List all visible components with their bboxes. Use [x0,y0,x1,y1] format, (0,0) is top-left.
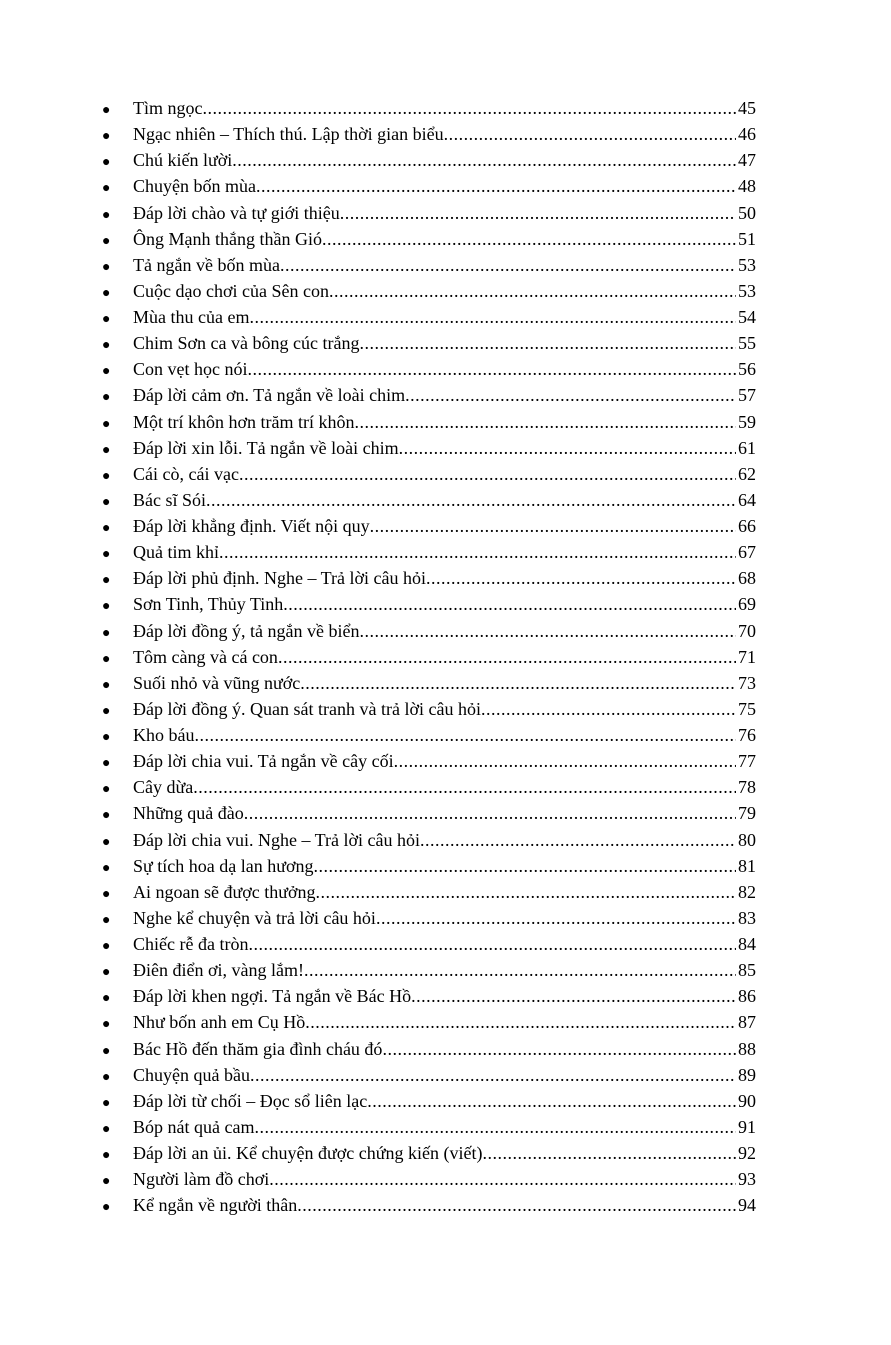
dot-leader [280,252,736,278]
dot-leader [283,591,736,617]
bullet-icon: ● [102,442,111,458]
dot-leader [405,382,736,408]
bullet-icon: ● [102,155,111,171]
toc-entry-page: 45 [738,98,756,118]
toc-entry-title[interactable]: Suối nhỏ và vũng nước [133,672,301,693]
toc-entry[interactable] [100,356,756,382]
toc-entry-page: 56 [738,359,756,380]
toc-entry-title[interactable]: Đáp lời xin lỗi. Tả ngắn về loài chim [133,437,399,458]
toc-entry[interactable] [100,173,756,199]
toc-entry[interactable] [100,278,756,304]
dot-leader [249,304,736,330]
dot-leader [278,644,736,670]
dot-leader [420,827,736,853]
toc-entry-title[interactable]: Tôm càng và cá con [133,646,278,667]
bullet-icon: ● [102,730,111,745]
dot-leader [206,487,736,513]
dot-leader [193,774,736,800]
dot-leader [239,461,736,487]
toc-entry-page: 82 [738,881,756,902]
dot-leader [359,330,736,356]
bullet-icon: ● [102,103,111,118]
toc-entry-page: 85 [738,960,756,981]
toc-entry[interactable] [100,95,756,121]
dot-leader [329,278,736,304]
toc-entry-page: 70 [738,620,756,641]
toc-entry-page: 89 [738,1064,756,1085]
dot-leader [314,853,736,879]
dot-leader [219,539,736,565]
toc-entry-title[interactable]: Cây dừa [133,777,194,798]
toc-entry-page: 67 [738,542,756,563]
toc-entry[interactable] [100,513,756,539]
toc-entry[interactable] [100,226,756,252]
dot-leader [304,957,736,983]
toc-entry-page: 48 [738,176,756,197]
dot-leader [269,1166,736,1192]
toc-entry-title[interactable]: Tả ngắn về bốn mùa [133,254,280,275]
bullet-icon: ● [102,886,111,902]
toc-entry[interactable] [100,800,756,826]
toc-entry[interactable] [100,879,756,905]
bullet-icon: ● [102,285,111,301]
bullet-icon: ● [102,259,111,275]
toc-entry-page: 71 [738,646,756,667]
toc-entry[interactable] [100,565,756,591]
toc-entry[interactable] [100,827,756,853]
dot-leader [248,931,736,957]
bullet-icon: ● [102,1043,111,1059]
toc-entry-page: 64 [738,489,756,510]
dot-leader [300,670,736,696]
dot-leader [195,722,737,748]
bullet-icon: ● [102,494,111,510]
dot-leader [340,200,736,226]
bullet-icon: ● [102,416,111,432]
toc-entry[interactable] [100,539,756,565]
toc-entry[interactable] [100,1192,756,1218]
toc-entry-title[interactable]: Những quả đào [133,803,244,824]
toc-entry-page: 73 [738,672,756,693]
dot-leader [411,983,736,1009]
toc-entry-page: 62 [738,463,756,484]
toc-entry-page: 47 [738,150,756,171]
toc-entry[interactable] [100,409,756,435]
toc-entry-title[interactable]: Con vẹt học nói [133,359,248,380]
dot-leader [482,1140,736,1166]
toc-entry[interactable] [100,905,756,931]
toc-entry-title[interactable]: Kể ngắn về người thân [133,1195,298,1216]
toc-entry-page: 81 [738,855,756,876]
toc-entry-title[interactable]: Cuộc dạo chơi của Sên con [133,280,329,301]
toc-entry[interactable] [100,304,756,330]
toc-entry-title[interactable]: Chim Sơn ca và bông cúc trắng [133,333,360,354]
toc-entry[interactable] [100,696,756,722]
dot-leader [256,173,736,199]
toc-entry[interactable] [100,748,756,774]
toc-entry[interactable] [100,1009,756,1035]
toc-entry[interactable] [100,121,756,147]
bullet-icon: ● [102,834,111,850]
toc-entry-title[interactable]: Kho báu [133,725,195,745]
bullet-icon: ● [102,573,111,589]
toc-entry-page: 61 [738,437,756,458]
toc-entry[interactable] [100,1140,756,1166]
toc-entry-page: 78 [738,777,756,798]
toc-entry-page: 92 [738,1143,756,1163]
dot-leader [250,1062,736,1088]
toc-entry-page: 76 [738,725,756,745]
bullet-icon: ● [102,782,111,798]
dot-leader [248,356,737,382]
toc-entry-title[interactable]: Sự tích hoa dạ lan hương [133,855,314,876]
dot-leader [305,1009,736,1035]
bullet-icon: ● [102,207,111,223]
toc-entry[interactable] [100,774,756,800]
toc-entry[interactable] [100,957,756,983]
toc-entry-page: 54 [738,307,756,327]
toc-entry[interactable] [100,435,756,461]
dot-leader [322,226,736,252]
dot-leader [367,1088,736,1114]
dot-leader [244,800,736,826]
toc-entry-page: 88 [738,1038,756,1059]
toc-entry[interactable] [100,1166,756,1192]
toc-entry[interactable] [100,1114,756,1140]
toc-entry-page: 53 [738,280,756,301]
bullet-icon: ● [102,390,111,406]
bullet-icon: ● [102,1017,111,1033]
toc-entry-page: 93 [738,1169,756,1190]
toc-entry[interactable] [100,330,756,356]
toc-entry-page: 77 [738,751,756,772]
dot-leader [355,409,736,435]
toc-entry-title[interactable]: Ông Mạnh thắng thần Gió [133,228,322,249]
toc-entry[interactable] [100,591,756,617]
toc-entry-title[interactable]: Cái cò, cái vạc [133,463,239,484]
toc-entry[interactable] [100,644,756,670]
toc-entry-page: 50 [738,202,756,223]
bullet-icon: ● [102,651,111,667]
toc-entry-title[interactable]: Một trí khôn hơn trăm trí khôn [133,411,355,432]
dot-leader [444,121,736,147]
bullet-icon: ● [102,1121,111,1137]
toc-entry-page: 55 [738,333,756,354]
toc-entry-title[interactable]: Đáp lời an ủi. Kể chuyện được chứng kiến (viết) [133,1143,483,1163]
toc-entry-title[interactable]: Điên điển ơi, vàng lắm! [133,960,304,981]
bullet-icon: ● [102,1095,111,1111]
toc-entry-page: 46 [738,124,756,145]
bullet-icon: ● [102,364,111,380]
toc-entry[interactable] [100,853,756,879]
bullet-icon: ● [102,521,111,536]
toc-entry-title[interactable]: Đáp lời đồng ý, tả ngắn về biển [133,620,360,641]
toc-entry-title[interactable]: Chuyện quả bầu [133,1064,250,1085]
toc-entry-title[interactable]: Sơn Tinh, Thủy Tinh [133,594,284,615]
toc-entry[interactable] [100,931,756,957]
toc-entry-title[interactable]: Đáp lời khẳng định. Viết nội quy [133,516,370,536]
bullet-icon: ● [102,1148,111,1163]
toc-entry-page: 84 [738,934,756,954]
bullet-icon: ● [102,965,111,981]
toc-entry-title[interactable]: Nghe kể chuyện và trả lời câu hỏi [133,907,376,928]
toc-entry-title[interactable]: Bóp nát quả cam [133,1116,255,1137]
toc-entry-page: 83 [738,907,756,928]
dot-leader [370,513,736,539]
toc-entry-title[interactable]: Đáp lời chia vui. Nghe – Trả lời câu hỏi [133,829,420,850]
toc-entry-title[interactable]: Bác sĩ Sói [133,489,207,510]
dot-leader [232,147,736,173]
dot-leader [382,1036,736,1062]
bullet-icon: ● [102,1200,111,1216]
toc-entry[interactable] [100,618,756,644]
toc-entry-title[interactable]: Bác Hồ đến thăm gia đình cháu đó [133,1038,383,1059]
bullet-icon: ● [102,1174,111,1190]
toc-entry-title[interactable]: Ai ngoan sẽ được thưởng [133,881,316,902]
toc-entry-title[interactable]: Đáp lời khen ngợi. Tả ngắn về Bác Hồ [133,986,412,1007]
dot-leader [359,618,736,644]
toc-entry-title[interactable]: Ngạc nhiên – Thích thú. Lập thời gian biểu [133,124,444,145]
dot-leader [399,435,736,461]
toc-entry-page: 94 [738,1195,756,1216]
toc-entry-page: 75 [738,698,756,719]
bullet-icon: ● [102,547,111,563]
toc-entry-title[interactable]: Chiếc rễ đa tròn [133,934,249,954]
toc-entry-page: 91 [738,1116,756,1137]
bullet-icon: ● [102,912,111,928]
bullet-icon: ● [102,233,111,249]
toc-entry-title[interactable]: Như bốn anh em Cụ Hồ [133,1012,306,1033]
bullet-icon: ● [102,312,111,327]
toc-entry[interactable] [100,983,756,1009]
toc-entry-title[interactable]: Chú kiến lười [133,150,233,171]
toc-entry-page: 57 [738,385,756,406]
dot-leader [254,1114,736,1140]
bullet-icon: ● [102,703,111,719]
toc-entry-title[interactable]: Quả tim khỉ [133,542,219,563]
bullet-icon: ● [102,181,111,197]
toc-entry-title[interactable]: Đáp lời cảm ơn. Tả ngắn về loài chim [133,385,406,406]
toc-entry-page: 87 [738,1012,756,1033]
toc-entry[interactable] [100,722,756,748]
dot-leader [394,748,736,774]
toc-entry-title[interactable]: Chuyện bốn mùa [133,176,256,197]
dot-leader [316,879,736,905]
table-of-contents [100,95,756,1218]
bullet-icon: ● [102,808,111,824]
toc-entry-page: 90 [738,1090,756,1111]
bullet-icon: ● [102,599,111,615]
toc-entry[interactable] [100,200,756,226]
toc-entry-page: 69 [738,594,756,615]
toc-entry-title[interactable]: Đáp lời đồng ý. Quan sát tranh và trả lời câu hỏi [133,698,481,719]
toc-entry-page: 66 [738,516,756,536]
toc-entry-title[interactable]: Người làm đồ chơi [133,1169,270,1190]
bullet-icon: ● [102,991,111,1007]
bullet-icon: ● [102,1069,111,1085]
toc-entry-page: 68 [738,568,756,589]
toc-entry[interactable] [100,461,756,487]
toc-entry-page: 86 [738,986,756,1007]
bullet-icon: ● [102,756,111,772]
toc-entry-title[interactable]: Đáp lời chia vui. Tả ngắn về cây cối [133,751,394,772]
toc-entry[interactable] [100,1088,756,1114]
dot-leader [203,95,737,121]
toc-entry[interactable] [100,487,756,513]
toc-entry-title[interactable]: Tìm ngọc [133,98,203,118]
toc-entry[interactable] [100,382,756,408]
toc-entry-title[interactable]: Mùa thu của em [133,307,250,327]
toc-entry[interactable] [100,1062,756,1088]
bullet-icon: ● [102,625,111,641]
toc-entry-page: 51 [738,228,756,249]
toc-entry[interactable] [100,670,756,696]
toc-entry-title[interactable]: Đáp lời chào và tự giới thiệu [133,202,340,223]
dot-leader [481,696,736,722]
toc-entry[interactable] [100,1036,756,1062]
toc-entry-title[interactable]: Đáp lời từ chối – Đọc sổ liên lạc [133,1090,368,1111]
toc-entry-page: 53 [738,254,756,275]
toc-entry-page: 59 [738,411,756,432]
toc-entry-page: 80 [738,829,756,850]
bullet-icon: ● [102,677,111,693]
bullet-icon: ● [102,129,111,145]
toc-entry[interactable] [100,252,756,278]
bullet-icon: ● [102,338,111,354]
toc-entry-page: 79 [738,803,756,824]
toc-entry-title[interactable]: Đáp lời phủ định. Nghe – Trả lời câu hỏi [133,568,427,589]
bullet-icon: ● [102,939,111,954]
dot-leader [376,905,736,931]
bullet-icon: ● [102,468,111,484]
bullet-icon: ● [102,860,111,876]
toc-entry[interactable] [100,147,756,173]
dot-leader [426,565,736,591]
dot-leader [297,1192,736,1218]
